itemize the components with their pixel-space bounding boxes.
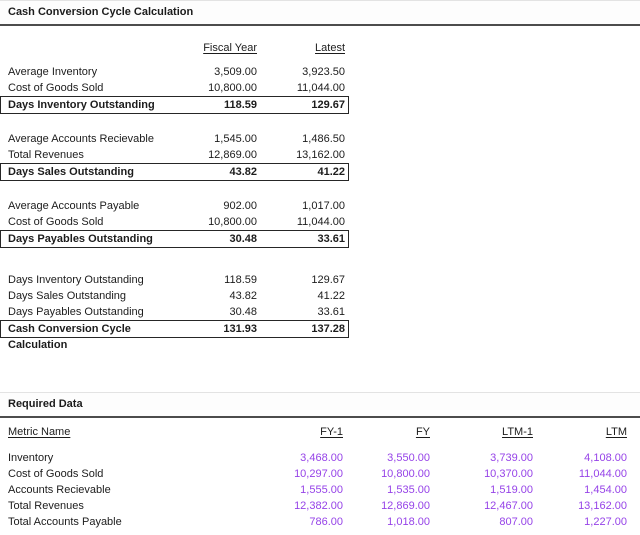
column-header-fiscal-year: Fiscal Year xyxy=(203,42,257,54)
latest-value: 3,923.50 xyxy=(302,66,345,78)
metric-value-cell[interactable]: 3,468.00 xyxy=(300,452,343,464)
latest-value: 11,044.00 xyxy=(296,216,345,228)
table-row xyxy=(0,214,349,230)
row-label: Accounts Recievable xyxy=(8,484,111,496)
metric-value-cell[interactable]: 13,162.00 xyxy=(578,500,627,512)
required-data-table xyxy=(0,424,627,530)
fiscal-year-value: 118.59 xyxy=(224,274,257,286)
ccc-table xyxy=(0,40,349,351)
metric-value-cell[interactable]: 11,044.00 xyxy=(578,468,627,480)
latest-value: 129.67 xyxy=(311,99,345,111)
total-row-days-payables-outstanding xyxy=(0,230,349,248)
row-label: Days Payables Outstanding xyxy=(8,233,153,245)
row-label: Days Sales Outstanding xyxy=(8,166,134,178)
row-label: Days Sales Outstanding xyxy=(8,290,127,302)
ccc-table-header-row xyxy=(0,40,349,56)
fiscal-year-value: 10,800.00 xyxy=(208,216,257,228)
metric-value-cell[interactable]: 1,555.00 xyxy=(300,484,343,496)
row-label: Days Inventory Outstanding xyxy=(8,99,155,111)
latest-value: 11,044.00 xyxy=(296,82,345,94)
required-data-section-title: Required Data xyxy=(0,392,640,418)
metric-value-cell[interactable]: 10,297.00 xyxy=(294,468,343,480)
table-row xyxy=(0,450,627,466)
table-row xyxy=(0,147,349,163)
required-data-header-row xyxy=(0,424,627,440)
metric-value-cell[interactable]: 807.00 xyxy=(499,516,533,528)
row-label: Inventory xyxy=(8,452,54,464)
metric-value-cell[interactable]: 10,800.00 xyxy=(381,468,430,480)
table-row xyxy=(0,198,349,214)
row-label: Cost of Goods Sold xyxy=(8,216,104,228)
column-header-ltm-1: LTM-1 xyxy=(502,426,533,438)
column-header-fy: FY xyxy=(415,426,430,438)
latest-value: 33.61 xyxy=(317,306,345,318)
metric-value-cell[interactable]: 3,550.00 xyxy=(387,452,430,464)
metric-value-cell[interactable]: 3,739.00 xyxy=(490,452,533,464)
latest-value: 33.61 xyxy=(317,233,345,245)
fiscal-year-value: 30.48 xyxy=(229,233,257,245)
latest-value: 137.28 xyxy=(311,323,345,335)
metric-value-cell[interactable]: 1,535.00 xyxy=(387,484,430,496)
row-label: Cost of Goods Sold xyxy=(8,468,104,480)
fiscal-year-value: 43.82 xyxy=(229,166,257,178)
table-row xyxy=(0,482,627,498)
fiscal-year-value: 131.93 xyxy=(223,323,257,335)
fiscal-year-value: 30.48 xyxy=(229,306,257,318)
row-label: Total Accounts Payable xyxy=(8,516,122,528)
column-header-fy-1: FY-1 xyxy=(320,426,343,438)
metric-value-cell[interactable]: 12,382.00 xyxy=(294,500,343,512)
column-header-latest: Latest xyxy=(315,42,345,54)
row-label: Total Revenues xyxy=(8,149,84,161)
metric-value-cell[interactable]: 786.00 xyxy=(309,516,343,528)
latest-value: 41.22 xyxy=(317,290,345,302)
row-label: Days Payables Outstanding xyxy=(8,306,144,318)
fiscal-year-value: 10,800.00 xyxy=(208,82,257,94)
latest-value: 129.67 xyxy=(311,274,345,286)
row-label: Total Revenues xyxy=(8,500,84,512)
table-row xyxy=(0,131,349,147)
ccc-section-title: Cash Conversion Cycle Calculation xyxy=(0,0,640,26)
total-row-days-inventory-outstanding xyxy=(0,96,349,114)
table-row xyxy=(0,466,627,482)
metric-value-cell[interactable]: 1,519.00 xyxy=(490,484,533,496)
metric-value-cell[interactable]: 4,108.00 xyxy=(584,452,627,464)
fiscal-year-value: 12,869.00 xyxy=(208,149,257,161)
table-row xyxy=(0,498,627,514)
table-row xyxy=(0,272,349,288)
table-row xyxy=(0,304,349,320)
fiscal-year-value: 118.59 xyxy=(223,99,257,111)
row-label: Average Accounts Recievable xyxy=(8,133,154,145)
table-row xyxy=(0,80,349,96)
metric-value-cell[interactable]: 12,869.00 xyxy=(381,500,430,512)
metric-value-cell[interactable]: 12,467.00 xyxy=(484,500,533,512)
latest-value: 1,017.00 xyxy=(302,200,345,212)
fiscal-year-value: 3,509.00 xyxy=(214,66,257,78)
row-label: Average Accounts Payable xyxy=(8,200,140,212)
latest-value: 1,486.50 xyxy=(302,133,345,145)
row-label: Cost of Goods Sold xyxy=(8,82,104,94)
column-header-metric-name: Metric Name xyxy=(8,426,71,438)
fiscal-year-value: 43.82 xyxy=(229,290,257,302)
table-row xyxy=(0,64,349,80)
total-row-days-sales-outstanding xyxy=(0,163,349,181)
table-row xyxy=(0,288,349,304)
metric-value-cell[interactable]: 1,018.00 xyxy=(387,516,430,528)
row-label: Cash Conversion Cycle Calculation xyxy=(8,323,131,351)
fiscal-year-value: 1,545.00 xyxy=(214,133,257,145)
row-label: Average Inventory xyxy=(8,66,98,78)
column-header-ltm: LTM xyxy=(605,426,627,438)
latest-value: 41.22 xyxy=(317,166,345,178)
latest-value: 13,162.00 xyxy=(296,149,345,161)
fiscal-year-value: 902.00 xyxy=(223,200,257,212)
metric-value-cell[interactable]: 10,370.00 xyxy=(484,468,533,480)
table-row xyxy=(0,514,627,530)
total-row-cash-conversion-cycle xyxy=(0,320,349,351)
metric-value-cell[interactable]: 1,454.00 xyxy=(584,484,627,496)
row-label: Days Inventory Outstanding xyxy=(8,274,144,286)
metric-value-cell[interactable]: 1,227.00 xyxy=(584,516,627,528)
